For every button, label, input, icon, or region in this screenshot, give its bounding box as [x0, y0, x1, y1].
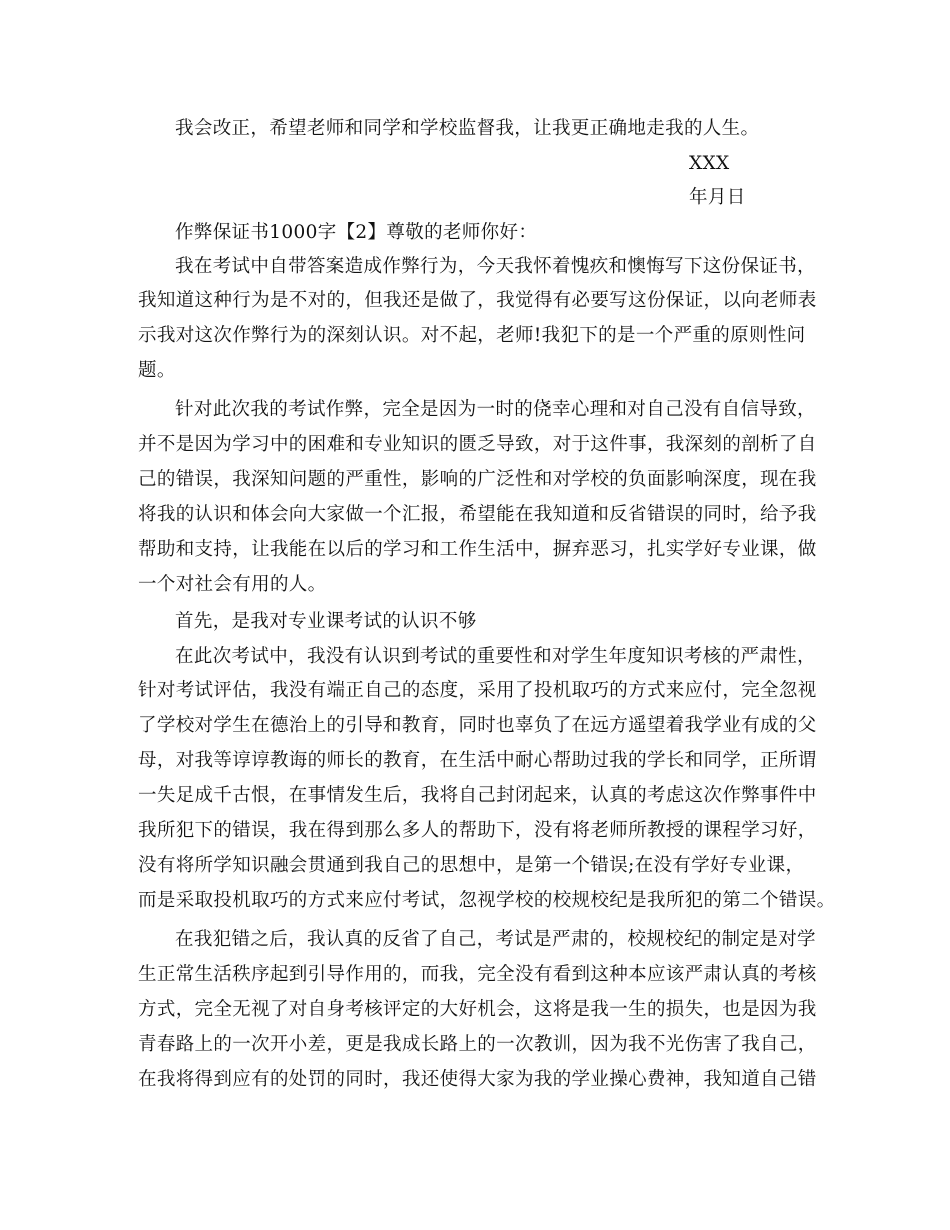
paragraph-line: 我所犯下的错误，我在得到那么多人的帮助下，没有将老师所教授的课程学习好，: [138, 820, 817, 841]
paragraph-line: 首先，是我对专业课考试的认识不够: [175, 611, 477, 632]
paragraph-line: 我知道这种行为是不对的，但我还是做了，我觉得有必要写这份保证，以向老师表: [138, 290, 817, 311]
paragraph-line: 题。: [138, 360, 176, 381]
paragraph-line: 我在考试中自带答案造成作弊行为，今天我怀着愧疚和懊悔写下这份保证书，: [175, 256, 816, 277]
paragraph-line: 在我犯错之后，我认真的反省了自己，考试是严肃的，校规校纪的制定是对学: [175, 929, 816, 950]
signature: XXX: [689, 153, 730, 174]
paragraph-line: 了学校对学生在德治上的引导和教育，同时也辜负了在远方遥望着我学业有成的父: [138, 715, 817, 736]
section-heading: 作弊保证书1000字【2】尊敬的老师你好：: [175, 222, 538, 243]
closing-line: 我会改正，希望老师和同学和学校监督我，让我更正确地走我的人生。: [175, 118, 760, 139]
paragraph-line: 方式，完全无视了对自身考核评定的大好机会，这将是我一生的损失，也是因为我: [138, 999, 817, 1020]
paragraph-line: 针对此次我的考试作弊，完全是因为一时的侥幸心理和对自己没有自信导致，: [175, 399, 816, 420]
paragraph-line: 并不是因为学习中的困难和专业知识的匮乏导致，对于这件事，我深刻的剖析了自: [138, 434, 817, 455]
paragraph-line: 针对考试评估，我没有端正自己的态度，采用了投机取巧的方式来应付，完全忽视: [138, 680, 817, 701]
paragraph-line: 在我将得到应有的处罚的同时，我还使得大家为我的学业操心费神，我知道自己错: [138, 1069, 817, 1090]
paragraph-line: 己的错误，我深知问题的严重性，影响的广泛性和对学校的负面影响深度，现在我: [138, 469, 817, 490]
paragraph-line: 将我的认识和体会向大家做一个汇报，希望能在我知道和反省错误的同时，给予我: [138, 504, 817, 525]
paragraph-line: 在此次考试中，我没有认识到考试的重要性和对学生年度知识考核的严肃性，: [175, 646, 816, 667]
paragraph-line: 示我对这次作弊行为的深刻认识。对不起，老师!我犯下的是一个严重的原则性问: [138, 325, 806, 346]
paragraph-line: 母，对我等谆谆教诲的师长的教育，在生活中耐心帮助过我的学长和同学，正所谓: [138, 750, 817, 771]
paragraph-line: 没有将所学知识融会贯通到我自己的思想中，是第一个错误;在没有学好专业课，: [138, 855, 805, 876]
date-line: 年月日: [689, 187, 746, 208]
paragraph-line: 而是采取投机取巧的方式来应付考试，忽视学校的校规校纪是我所犯的第二个错误。: [138, 890, 836, 911]
paragraph-line: 一个对社会有用的人。: [138, 574, 327, 595]
paragraph-line: 一失足成千古恨，在事情发生后，我将自己封闭起来，认真的考虑这次作弊事件中: [138, 785, 817, 806]
paragraph-line: 青春路上的一次开小差，更是我成长路上的一次教训，因为我不光伤害了我自己，: [138, 1034, 817, 1055]
paragraph-line: 帮助和支持，让我能在以后的学习和工作生活中，摒弃恶习，扎实学好专业课，做: [138, 539, 817, 560]
paragraph-line: 生正常生活秩序起到引导作用的，而我，完全没有看到这种本应该严肃认真的考核: [138, 964, 817, 985]
